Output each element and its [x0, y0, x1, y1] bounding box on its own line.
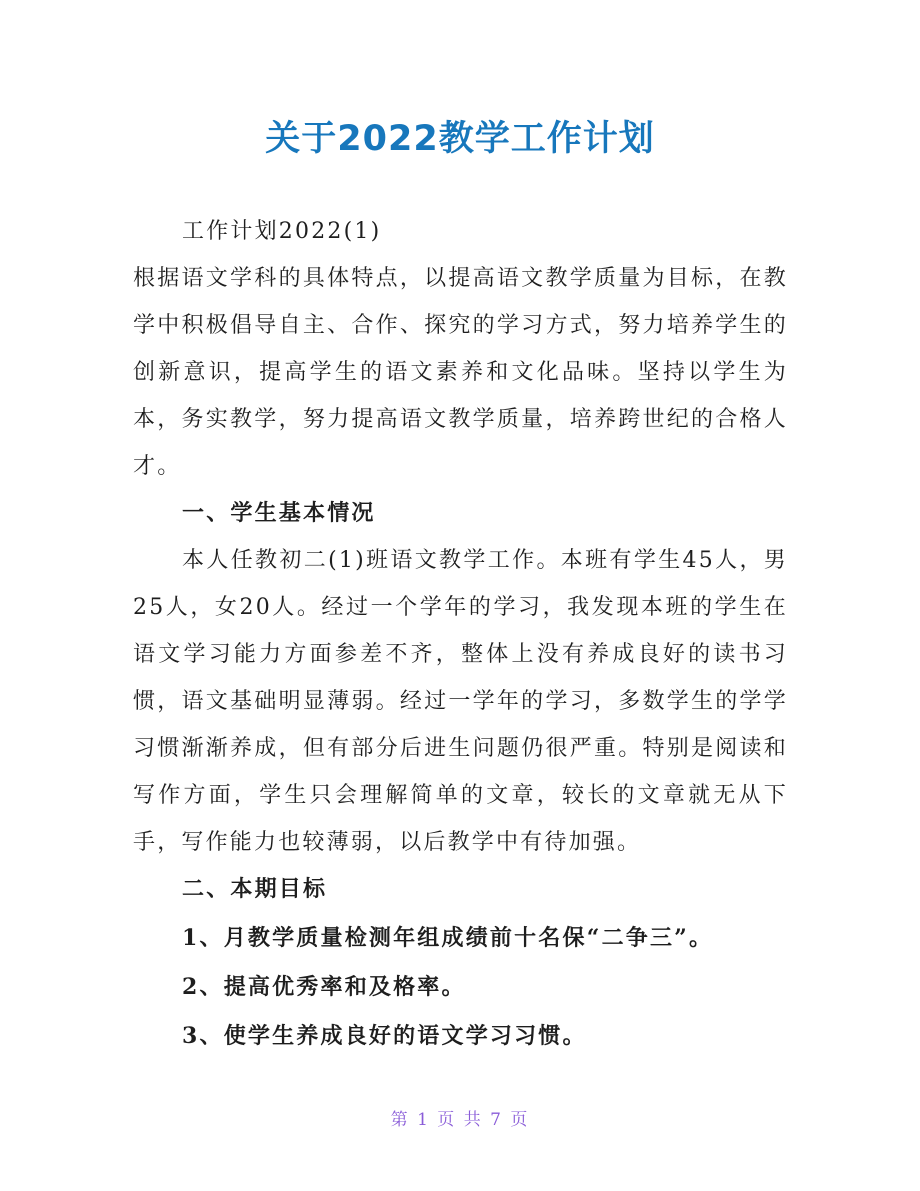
section1-body-paragraph: 本人任教初二(1)班语文教学工作。本班有学生45人，男25人，女20人。经过一个学年的学习，我发现本班的学生在语文学习能力方面参差不齐，整体上没有养成良好的读书习惯，语文基础明显薄弱。经过一学年的学习，多数学生的学学习惯渐渐养成，但有部分后进生问题仍很严重。特别是阅读和写作方面，学生只会理解简单的文章，较长的文章就无从下手，写作能力也较薄弱，以后教学中有待加强。	[133, 548, 788, 855]
goal-item-3: 3、使学生养成良好的语文学习习惯。	[182, 1023, 587, 1049]
section2-heading: 二、本期目标	[182, 876, 328, 902]
document-body	[133, 208, 788, 1060]
goal-item-2: 2、提高优秀率和及格率。	[182, 974, 466, 1000]
subtitle-line: 工作计划2022(1)	[182, 219, 382, 244]
page-title: 关于2022教学工作计划	[265, 119, 655, 159]
goal-item-1: 1、月教学质量检测年组成绩前十名保“二争三”。	[182, 925, 714, 951]
page-number-indicator: 第 1 页 共 7 页	[390, 1110, 530, 1130]
section1-heading: 一、学生基本情况	[182, 500, 376, 526]
page-footer	[0, 1107, 920, 1133]
intro-paragraph: 根据语文学科的具体特点，以提高语文教学质量为目标，在教学中积极倡导自主、合作、探究的学习方式，努力培养学生的创新意识，提高学生的语文素养和文化品味。坚持以学生为本，务实教学，努力提高语文教学质量，培养跨世纪的合格人才。	[133, 266, 788, 479]
